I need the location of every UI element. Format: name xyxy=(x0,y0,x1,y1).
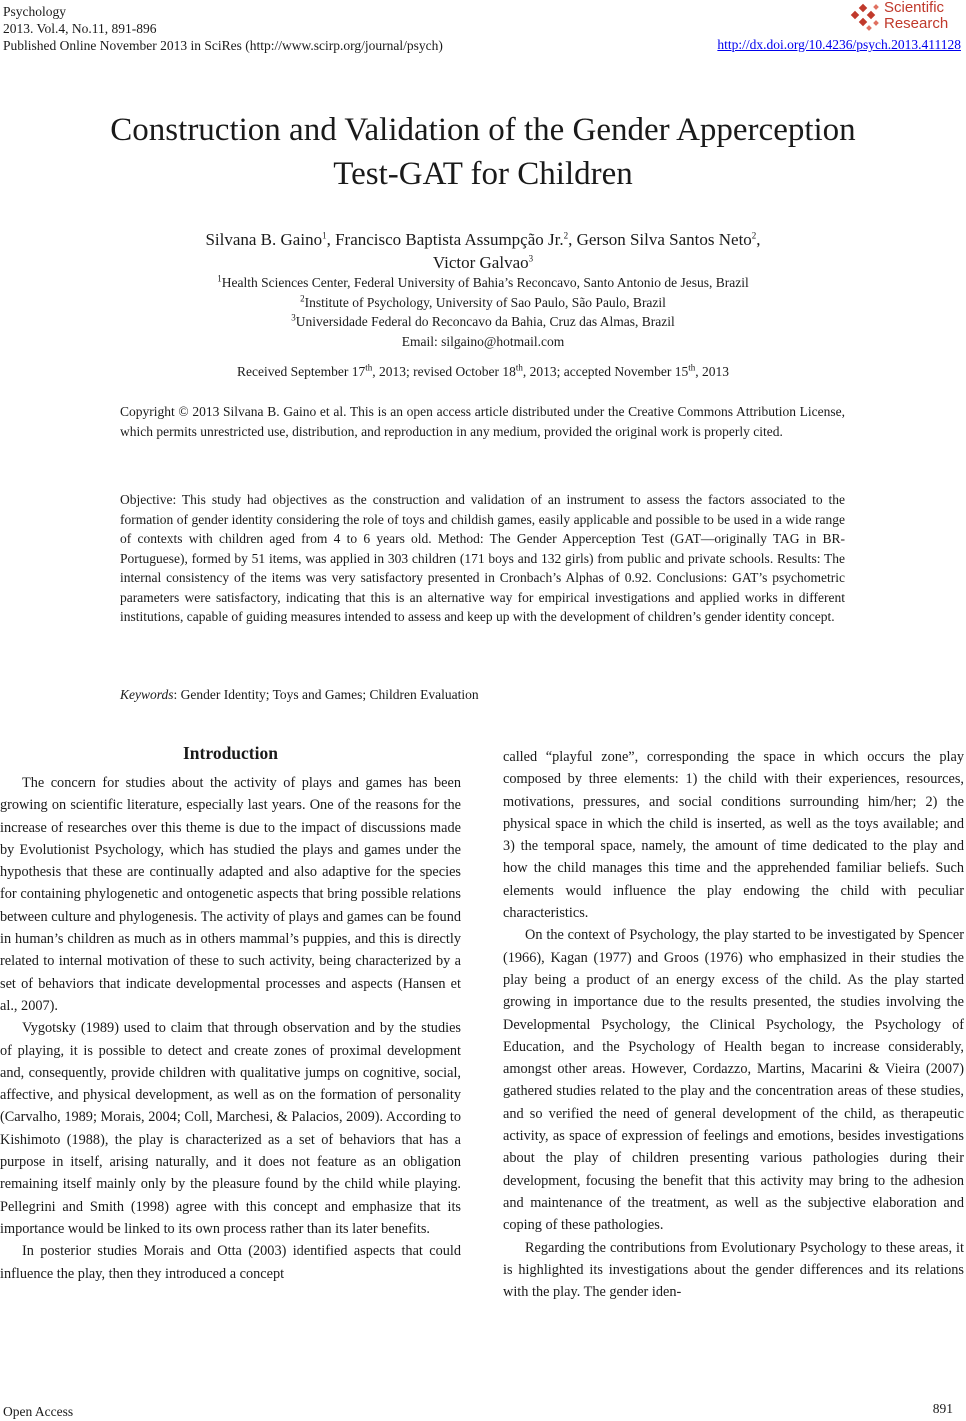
publication-info: Published Online November 2013 in SciRes (http://www.scirp.org/journal/psych) xyxy=(3,38,443,53)
author: , Gerson Silva Santos Neto xyxy=(568,230,752,249)
scientific-research-logo-icon xyxy=(848,2,882,32)
section-heading: Introduction xyxy=(183,743,278,763)
paragraph: On the context of Psychology, the play started to be investigated by Spencer (1966), Kagan (1977) and Groos (1976) who emphasized in their studies the play being a product of an energy excess of the child. As the play started growing in importance due to the results presented, the studies involving the Developmental Psychology, the Clinical Psychology, the Psychology of Education, and the Psychology of Health began to increase considerably, amongst other areas. However, Cordazzo, Martins, Macarini & Vieira (2007) gathered studies related to the play and the concentration areas of these studies, and so verified the need of general development of the child, as therapeutic activity, as space of expression of feelings and emotions, besides investigations about the play of children presenting various pathologies during their development, focusing the benefit that this activity may bring to the adhesion and maintenance of the treatment, as well as the subjective elaboration and coping of these pathologies. xyxy=(503,927,964,1234)
paragraph: Regarding the contributions from Evolutionary Psychology to these areas, it is highlighted its investigations about the gender differences and its relations with the play. The gender iden- xyxy=(503,1239,964,1301)
body-column-left xyxy=(0,742,461,1285)
doi-link[interactable]: http://dx.doi.org/10.4236/psych.2013.411128 xyxy=(717,37,961,52)
received-dates: Received September 17th, 2013; revised October 18th, 2013; accepted November 15th, 2013 xyxy=(237,362,729,379)
page-number: 891 xyxy=(932,1401,953,1416)
running-header xyxy=(3,3,443,54)
keywords-list: : Gender Identity; Toys and Games; Children Evaluation xyxy=(173,687,479,702)
paragraph: The concern for studies about the activity of plays and games has been growing on scientific literature, especially last years. One of the reasons for the increase of researches over this theme is due to the impact of discussions made by Evolutionist Psychology, which has studied the plays and games under the hypothesis that these are continually adapted and also adaptive for the species for containing phylogenetic and ontogenetic aspects that bring possible relations between culture and phylogenesis. The activity of plays and games can be found in human’s children as much as in others mammal’s puppies, and this is directly related to internal motivation of these to such activity, being characterized by a set of behaviors that indicate developmental processes and aspects (Hansen et al., 2007). xyxy=(0,775,461,1014)
affiliations xyxy=(0,273,966,351)
publisher-logo xyxy=(848,0,958,34)
body-column-right xyxy=(503,746,964,1303)
contact-email: Email: silgaino@hotmail.com xyxy=(401,333,565,349)
copyright-notice: Copyright © 2013 Silvana B. Gaino et al. This is an open access article distributed under the Creative Commons Attribution License, which permits unrestricted use, distribution, and reproduction in any medium, provided the original work is properly cited. xyxy=(120,404,845,439)
paragraph: called “playful zone”, corresponding the space in which occurs the play composed by three elements: 1) the child with their experiences, resources, motivations, pressures, and social conditions surrounding him/her; 2) the physical space in which the child is inserted, as well as the toys available; and 3) the temporal space, namely, the amount of time dedicated to the play and how the child manages this time and the apprehended familiar beliefs. Such elements would influence the play endowing the child with peculiar characteristics. xyxy=(503,749,964,922)
affiliation-1: $^1$Health Sciences Center, Federal University of Bahia’s Reconcavo, Santo Antonio de Jesus, Brazil xyxy=(217,273,749,290)
keywords xyxy=(120,687,845,703)
volume-info: 2013. Vol.4, No.11, 891-896 xyxy=(3,21,157,36)
author: Silvana B. Gaino xyxy=(205,230,323,249)
paragraph: Vygotsky (1989) used to claim that through observation and by the studies of playing, it is possible to detect and create zones of proximal development and, consequently, provide children with qualitative jumps on cognitive, social, affective, and physical development, as well as on the formation of personality (Carvalho, 1989; Morais, 2004; Coll, Marchesi, & Palacios, 2009). According to Kishimoto (1988), the play is characterized as a set of behaviors that has a purpose in itself, arising naturally, and it does not feature as an obligation remaining itself mainly only by the pleasure found by the child while playing. Pellegrini and Smith (1998) agree with this concept and emphasize that its importance would be linked to its own process rather than its later benefits. xyxy=(0,1020,461,1237)
logo-text: Scientific Research xyxy=(884,0,949,32)
abstract: Objective: This study had objectives as the construction and validation of an instrument to assess the factors associated to the formation of gender identity considering the role of toys and childish games, easily applicable and possible to be used in a wide range of contexts with children aged from 4 to 6 years old. Method: The Gender Apperception Test (GAT—originally TAG in BR-Portuguese), formed by 51 items, was applied in 303 children (171 boys and 132 girls) from public and private schools. Results: The internal consistency of the items was very satisfactory presented in Cronbach’s Alphas of 0.92. Conclusions: GAT’s psychometric parameters were satisfactory, indicating that this is an alternative way for empirical investigations and applied works in different institutions, capable of guiding measures intended to assess and keep up with the development of children’s gender identity concept. xyxy=(120,492,845,624)
affiliation-3: $^3$Universidade Federal do Reconcavo da Bahia, Cruz das Almas, Brazil xyxy=(291,312,675,329)
keywords-label: Keywords xyxy=(120,687,174,702)
author: , Francisco Baptista Assumpção Jr. xyxy=(326,230,564,249)
paragraph: In posterior studies Morais and Otta (2003) identified aspects that could influence the play, then they introduced a concept xyxy=(0,1243,461,1282)
open-access-label: Open Access xyxy=(3,1404,74,1419)
author-list: Silvana B. Gaino$^1$, Francisco Baptista Assumpção Jr.$^2$, Gerson Silva Santos Neto$^2$, Victor Galvao$^3$ xyxy=(205,230,761,272)
affiliation-2: $^2$Institute of Psychology, University of Sao Paulo, São Paulo, Brazil xyxy=(300,293,666,310)
journal-name: Psychology xyxy=(3,4,67,19)
author: Victor Galvao xyxy=(432,253,529,272)
paper-title: Construction and Validation of the Gender Apperception Test-GAT for Children xyxy=(110,112,856,192)
